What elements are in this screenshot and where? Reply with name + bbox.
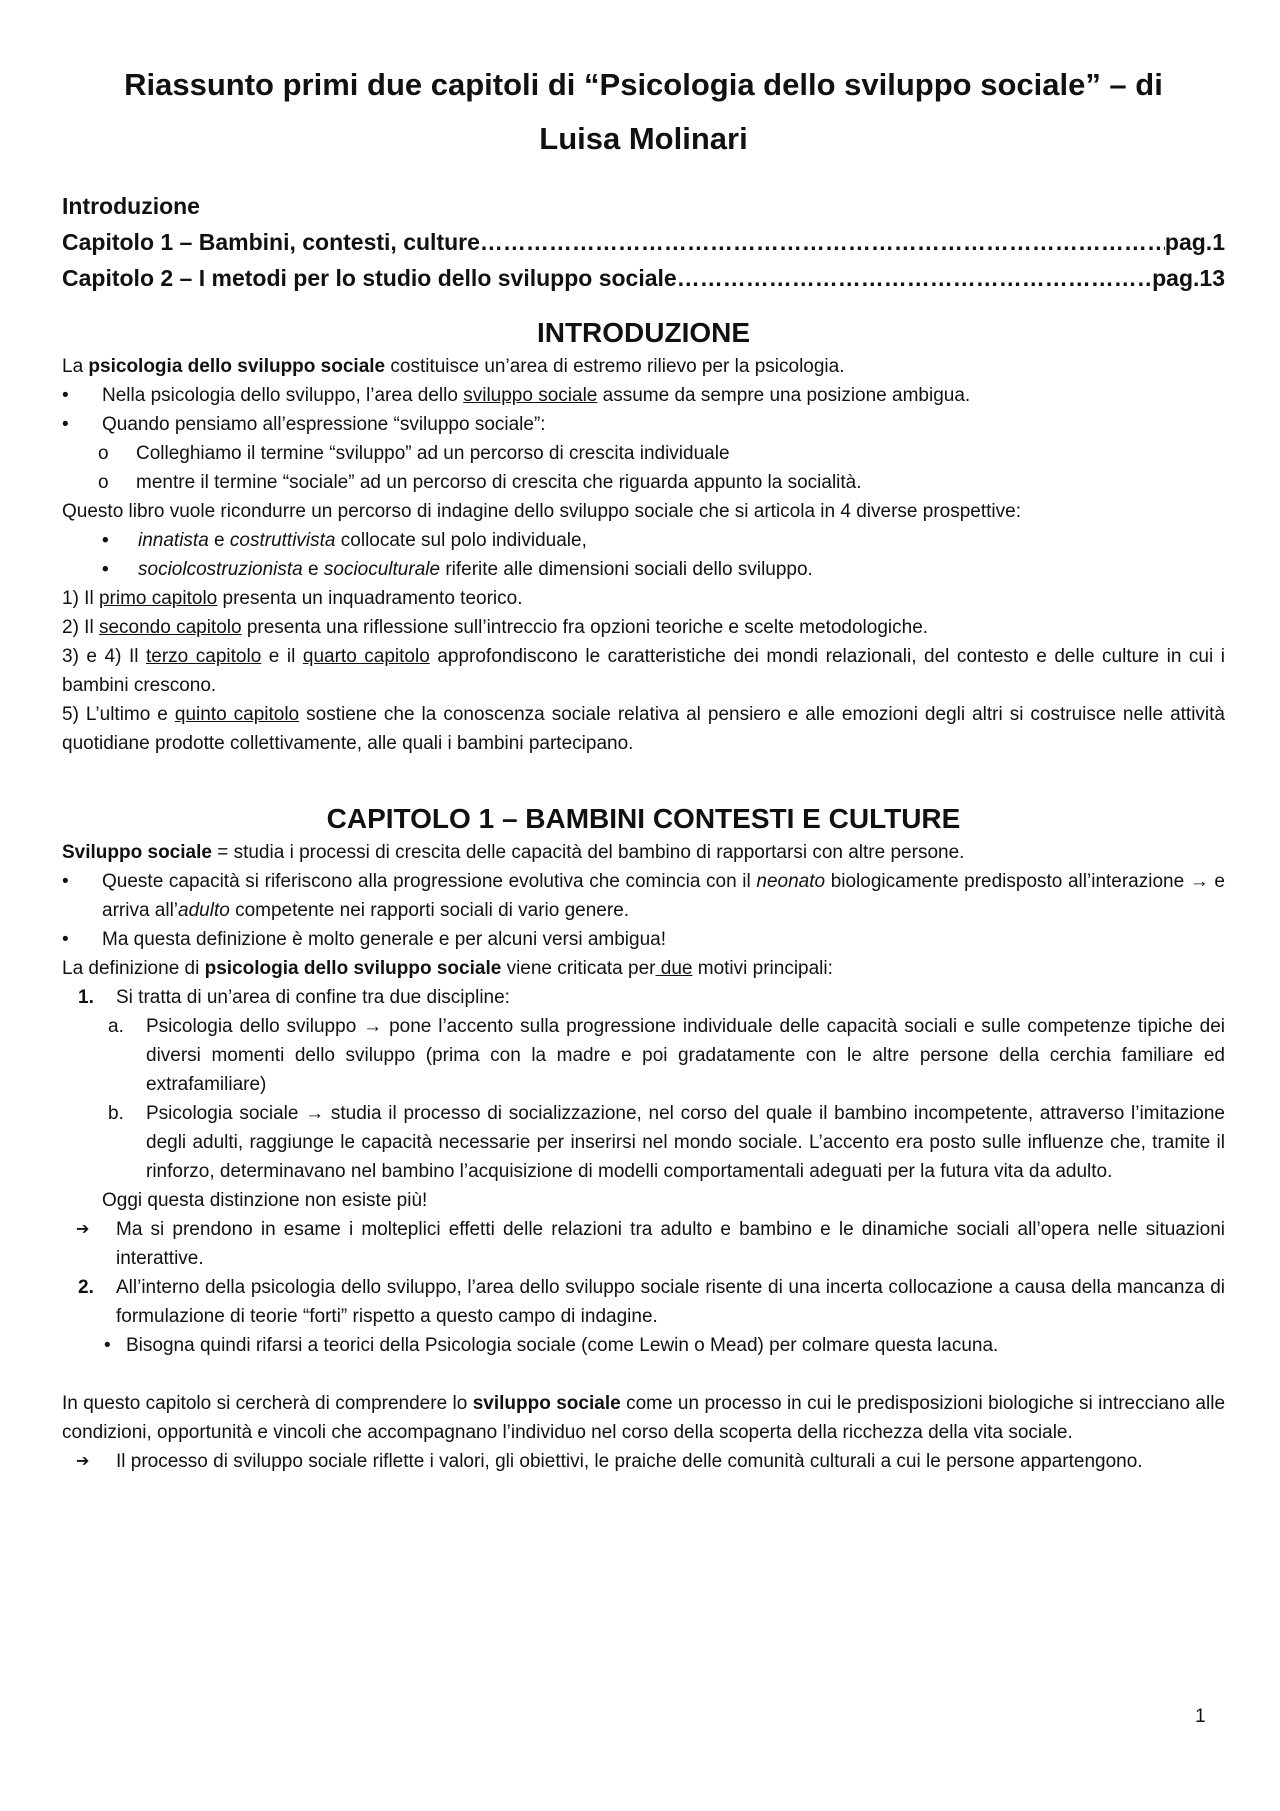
chapter-summary-3-4: 3) e 4) Il terzo capitolo e il quarto capitolo approfondiscono le caratteristiche dei mondi relazionali, del contesto e delle culture in cui i bambini crescono. bbox=[62, 646, 1225, 696]
page-number: 1 bbox=[1195, 1706, 1206, 1727]
toc-chapter-1[interactable] bbox=[62, 224, 1225, 260]
list-item: • innatista e costruttivista collocate sul polo individuale, bbox=[62, 526, 1225, 555]
note: Oggi questa distinzione non esiste più! bbox=[102, 1190, 428, 1211]
chapter-summary-5: 5) L’ultimo e quinto capitolo sostiene che la conoscenza sociale relativa al pensiero e alle emozioni degli altri si costruisce nelle attività quotidiane prodotte collettivamente, alle quali i bambini partecipano. bbox=[62, 704, 1225, 754]
paragraph: Questo libro vuole ricondurre un percorso di indagine dello sviluppo sociale che si articola in 4 diverse prospettive: bbox=[62, 501, 1021, 522]
list-item: • Bisogna quindi rifarsi a teorici della Psicologia sociale (come Lewin o Mead) per colmare questa lacuna. bbox=[62, 1331, 1225, 1360]
toc-chapter-1-label: Capitolo 1 – Bambini, contesti, culture bbox=[62, 229, 480, 255]
numbered-item: 2. All’interno della psicologia dello sviluppo, l’area dello sviluppo sociale risente di una incerta collocazione a causa della mancanza di formulazione di teorie “forti” rispetto a questo campo di indagine. bbox=[78, 1277, 1225, 1327]
toc-chapter-2-label: Capitolo 2 – I metodi per lo studio dello sviluppo sociale bbox=[62, 265, 677, 291]
toc-chapter-2-page: pag.13 bbox=[1152, 265, 1225, 291]
paragraph: La psicologia dello sviluppo sociale costituisce un’area di estremo rilievo per la psicologia. bbox=[62, 356, 845, 377]
definition: Sviluppo sociale = studia i processi di crescita delle capacità del bambino di rapportarsi con altre persone. bbox=[62, 842, 965, 863]
list-item: • Ma questa definizione è molto generale e per alcuni versi ambigua! bbox=[62, 925, 1225, 954]
list-item: • Quando pensiamo all’espressione “sviluppo sociale”: bbox=[62, 410, 1225, 439]
list-item: • Nella psicologia dello sviluppo, l’area dello sviluppo sociale assume da sempre una posizione ambigua. bbox=[62, 381, 1225, 410]
toc-introduction[interactable]: Introduzione bbox=[62, 193, 200, 219]
toc-leader-dots bbox=[677, 260, 1152, 296]
chapter-summary-1: 1) Il primo capitolo presenta un inquadramento teorico. bbox=[62, 588, 523, 609]
lettered-item: b. Psicologia sociale → studia il processo di socializzazione, nel corso del quale il bambino incompetente, attraverso l’imitazione degli adulti, raggiunge le capacità necessarie per inserirsi nel mondo sociale. L’accento era posto sulle influenze che, tramite il rinforzo, determinavano nel bambino l’acquisizione di modelli comportamentali adeguati per la futura vita da adulto. bbox=[108, 1103, 1225, 1182]
chapter-summary-2: 2) Il secondo capitolo presenta una riflessione sull’intreccio fra opzioni teoriche e scelte metodologiche. bbox=[62, 617, 929, 638]
toc-chapter-1-page: pag.1 bbox=[1164, 229, 1225, 255]
arrow-item: ➔ Ma si prendono in esame i molteplici effetti delle relazioni tra adulto e bambino e le dinamiche sociali all’opera nelle situazioni interattive. bbox=[62, 1215, 1225, 1273]
section-heading-chapter-1: CAPITOLO 1 – BAMBINI CONTESTI E CULTURE bbox=[326, 803, 961, 834]
lettered-item: a. Psicologia dello sviluppo → pone l’accento sulla progressione individuale delle capacità sociali e sulle competenze tipiche dei diversi momenti dello sviluppo (prima con la madre e poi gradatamente con le altre persone della cerchia familiare ed extrafamiliare) bbox=[108, 1016, 1225, 1095]
paragraph: In questo capitolo si cercherà di comprendere lo sviluppo sociale come un processo in cui le predisposizioni biologiche si intrecciano alle condizioni, opportunità e vincoli che accompagnano l’individuo nel corso della scoperta della ricchezza della vita sociale. bbox=[62, 1393, 1226, 1443]
paragraph: La definizione di psicologia dello sviluppo sociale viene criticata per due motivi principali: bbox=[62, 958, 833, 979]
sub-list-item: o Colleghiamo il termine “sviluppo” ad un percorso di crescita individuale bbox=[62, 439, 1225, 468]
list-item: • Queste capacità si riferiscono alla progressione evolutiva che comincia con il neonato biologicamente predisposto all’interazione → e arriva all’adulto competente nei rapporti sociali di vario genere. bbox=[62, 867, 1225, 925]
numbered-item: 1. Si tratta di un’area di confine tra due discipline: bbox=[78, 987, 510, 1008]
spacer bbox=[62, 1360, 1225, 1389]
section-heading-introduction: INTRODUZIONE bbox=[536, 317, 751, 348]
document-page bbox=[62, 58, 1225, 1476]
sub-list-item: o mentre il termine “sociale” ad un percorso di crescita che riguarda appunto la socialità. bbox=[62, 468, 1225, 497]
toc-leader-dots bbox=[480, 224, 1165, 260]
arrow-item: ➔ Il processo di sviluppo sociale riflette i valori, gli obiettivi, le praiche delle comunità culturali a cui le persone appartengono. bbox=[62, 1447, 1225, 1476]
toc-chapter-2[interactable] bbox=[62, 260, 1225, 296]
table-of-contents bbox=[62, 188, 1225, 296]
document-title: Riassunto primi due capitoli di “Psicologia dello sviluppo sociale” – di Luisa Molinari bbox=[124, 67, 1163, 156]
list-item: • sociolcostruzionista e socioculturale riferite alle dimensioni sociali dello sviluppo. bbox=[62, 555, 1225, 584]
